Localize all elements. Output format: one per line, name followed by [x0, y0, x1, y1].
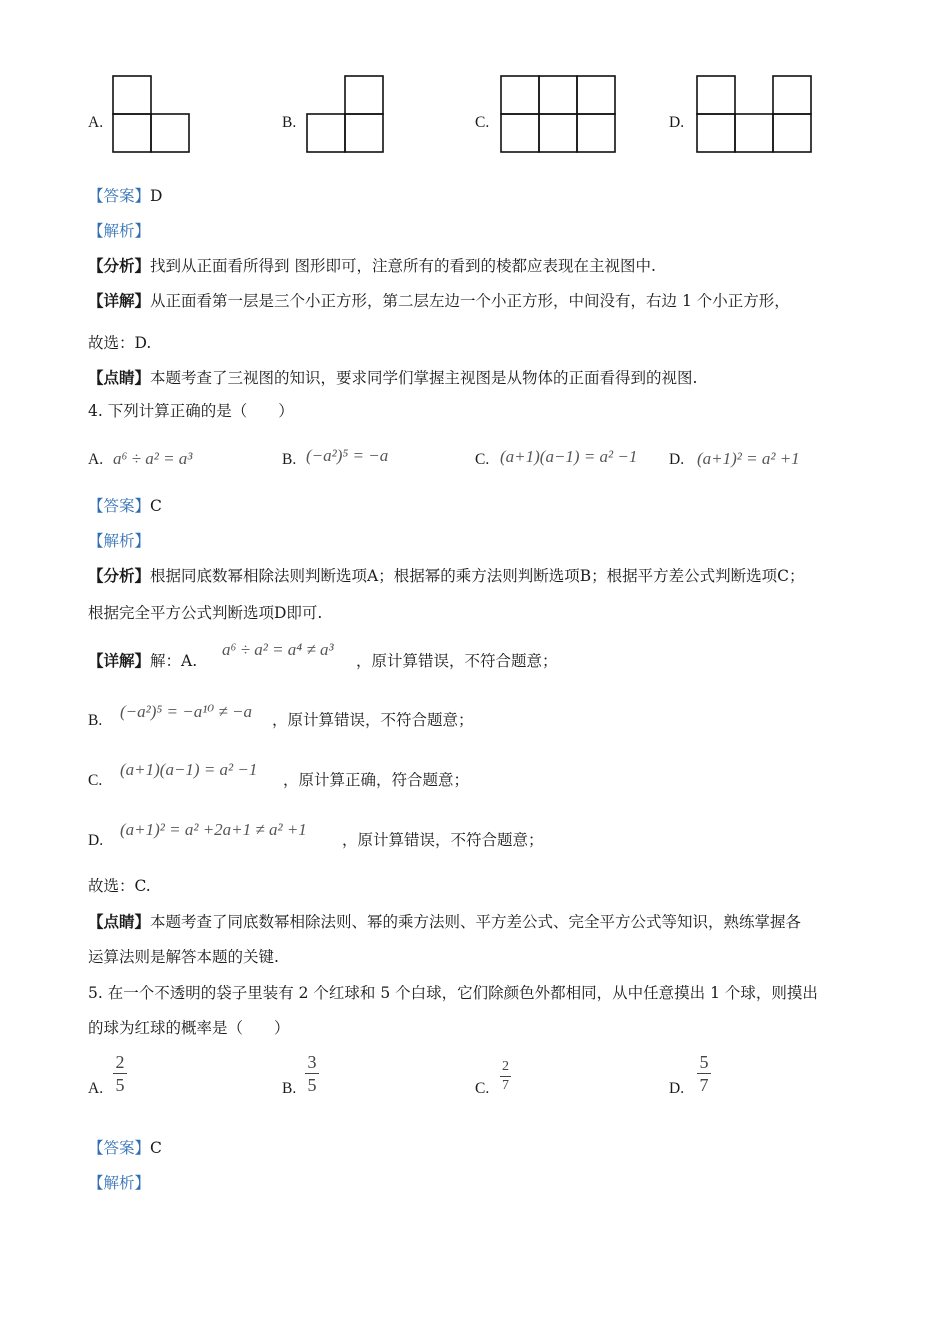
denominator: 7 [502, 1078, 509, 1093]
q4-xiangjie [88, 651, 197, 671]
q4-fenxi-2: 根据完全平方公式判断选项D即可. [88, 604, 323, 622]
q5-stem-2: 的球为红球的概率是（ ） [88, 1019, 290, 1037]
q4-step-d-comment: ，原计算错误，不符合题意； [342, 831, 544, 849]
q3-figure-a [112, 75, 192, 153]
q4-step-a-expr: a⁶ ÷ a² = a⁴ ≠ a³ [222, 640, 334, 659]
figure-cell [773, 76, 811, 114]
dianjing-text: 本题考查了三视图的知识，要求同学们掌握主视图是从物体的正面看得到的视图. [150, 369, 698, 387]
figure-cell [539, 114, 577, 152]
answer-tag: 【答案】 [88, 1139, 151, 1157]
q4-option-b-expr: (−a²)⁵ = −a [306, 446, 389, 465]
q4-option-a-label: A. [88, 451, 104, 468]
q4-analysis-tag: 【解析】 [88, 532, 151, 550]
numerator: 5 [699, 1052, 709, 1072]
fenxi-text: 根据同底数幂相除法则判断选项A；根据幂的乘方法则判断选项B；根据平方差公式判断选项C； [150, 567, 805, 585]
q3-option-b-label: B. [282, 114, 297, 131]
figure-cell [773, 114, 811, 152]
answer-value: C [150, 497, 162, 515]
fenxi-tag: 【分析】 [88, 566, 151, 585]
q4-step-c-label: C. [88, 772, 103, 789]
answer-tag: 【答案】 [88, 497, 151, 515]
q5-option-c-fraction [500, 1059, 511, 1094]
figure-cell [113, 114, 151, 152]
q5-stem-1: 5. 在一个不透明的袋子里装有 2 个红球和 5 个白球，它们除颜色外都相同，从中任意摸出 1 个球，则摸出 [88, 984, 818, 1002]
figure-cell [113, 76, 151, 114]
figure-cell [307, 114, 345, 152]
q3-analysis-tag: 【解析】 [88, 222, 151, 240]
q5-option-b-label: B. [282, 1080, 297, 1097]
q3-figure-d [696, 75, 814, 153]
fraction-bar [500, 1076, 511, 1077]
q3-option-a-label: A. [88, 114, 104, 131]
figure-cell [345, 114, 383, 152]
figure-cell [577, 114, 615, 152]
q5-option-a-fraction [113, 1052, 127, 1095]
q4-option-d-label: D. [669, 451, 685, 468]
q4-fenxi [88, 566, 804, 586]
q4-option-b-label: B. [282, 451, 297, 468]
q4-option-d-expr: (a+1)² = a² +1 [697, 449, 800, 468]
q4-dianjing [88, 912, 801, 932]
q4-step-b-label: B. [88, 712, 103, 729]
q4-step-d-label: D. [88, 832, 104, 849]
figure-cell [697, 114, 735, 152]
q3-fenxi [88, 256, 656, 276]
fenxi-tag: 【分析】 [88, 256, 151, 275]
q4-step-c-comment: ，原计算正确，符合题意； [283, 771, 470, 789]
q3-figure-b [306, 75, 386, 153]
q3-xiangjie [88, 291, 790, 311]
dianjing-tag: 【点睛】 [88, 368, 151, 387]
q5-option-d-label: D. [669, 1080, 685, 1097]
fraction-bar [305, 1073, 319, 1074]
answer-tag: 【答案】 [88, 187, 151, 205]
xiangjie-tag: 【详解】 [88, 291, 151, 310]
q4-step-c-expr: (a+1)(a−1) = a² −1 [120, 760, 258, 779]
dianjing-text: 本题考查了同底数幂相除法则、幂的乘方法则、平方差公式、完全平方公式等知识，熟练掌握各 [150, 913, 802, 931]
answer-value: C [150, 1139, 162, 1157]
q5-option-b-fraction [305, 1052, 319, 1095]
q5-option-d-fraction [697, 1052, 711, 1095]
figure-cell [697, 76, 735, 114]
q4-answer [88, 496, 162, 516]
fenxi-text: 找到从正面看所得到 图形即可，注意所有的看到的棱都应表现在主视图中. [150, 257, 656, 275]
q5-analysis-tag: 【解析】 [88, 1174, 151, 1192]
numerator: 3 [307, 1052, 317, 1072]
numerator: 2 [115, 1052, 125, 1072]
q3-option-c-label: C. [475, 114, 490, 131]
q4-dianjing-2: 运算法则是解答本题的关键. [88, 948, 279, 966]
q3-figure-c [500, 75, 618, 153]
q4-step-a-comment: ，原计算错误，不符合题意； [356, 652, 558, 670]
q4-option-a-expr: a⁶ ÷ a² = a³ [113, 449, 193, 468]
xiangjie-tag: 【详解】 [88, 651, 151, 670]
fraction-bar [113, 1073, 127, 1074]
denominator: 5 [307, 1075, 317, 1095]
denominator: 5 [115, 1075, 125, 1095]
q5-option-c-label: C. [475, 1080, 490, 1097]
denominator: 7 [699, 1075, 709, 1095]
q3-option-d-label: D. [669, 114, 685, 131]
q4-step-b-expr: (−a²)⁵ = −a¹⁰ ≠ −a [120, 702, 252, 721]
q3-dianjing [88, 368, 697, 388]
answer-value: D [150, 187, 163, 205]
q3-answer [88, 186, 162, 206]
dianjing-tag: 【点睛】 [88, 912, 151, 931]
q4-stem: 4. 下列计算正确的是（ ） [88, 402, 294, 420]
q4-step-d-expr: (a+1)² = a² +2a+1 ≠ a² +1 [120, 820, 307, 839]
fraction-bar [697, 1073, 711, 1074]
q3-guxuan: 故选：D. [88, 334, 152, 352]
q5-answer [88, 1138, 162, 1158]
q4-guxuan: 故选：C. [88, 877, 151, 895]
figure-cell [345, 76, 383, 114]
q4-option-c-expr: (a+1)(a−1) = a² −1 [500, 447, 638, 466]
numerator: 2 [502, 1059, 509, 1074]
q4-step-b-comment: ，原计算错误，不符合题意； [272, 711, 474, 729]
figure-cell [539, 76, 577, 114]
figure-cell [735, 114, 773, 152]
figure-cell [501, 114, 539, 152]
figure-cell [151, 114, 189, 152]
q5-option-a-label: A. [88, 1080, 104, 1097]
figure-cell [501, 76, 539, 114]
xiangjie-lead: 解：A. [150, 652, 198, 670]
xiangjie-text: 从正面看第一层是三个小正方形，第二层左边一个小正方形，中间没有，右边 1 个小正方形， [150, 292, 790, 310]
figure-cell [577, 76, 615, 114]
q4-option-c-label: C. [475, 451, 490, 468]
